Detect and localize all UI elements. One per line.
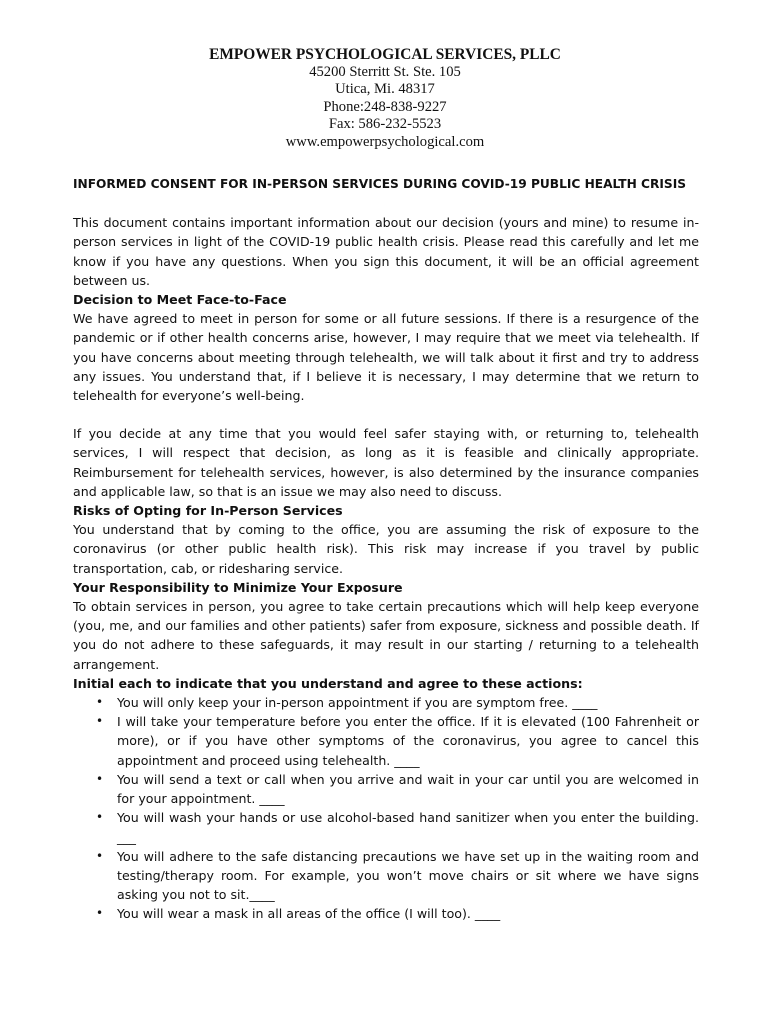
bullet-icon: •	[96, 695, 104, 710]
decision-paragraph-1: We have agreed to meet in person for some or all future sessions. If there is a resurgence of the pandemic or if other health concerns arise, however, I may require that we meet via telehealth. If you have concerns about meeting through telehealth, we will talk about it first and try to address any issues. You understand that, if I believe it is necessary, I may determine that we return to telehealth for everyone’s well-being.	[73, 311, 699, 404]
website-line: www.empowerpsychological.com	[285, 133, 485, 150]
bullet-icon: •	[96, 714, 104, 729]
section-heading-decision: Decision to Meet Face-to-Face	[73, 292, 287, 308]
list-item-text: I will take your temperature before you enter the office. If it is elevated (100 Fahrenheit or more), or if you have other symptoms of the coronavirus, you agree to cancel this appointment and proceed using telehealth. ____	[117, 714, 699, 768]
initial-instruction: Initial each to indicate that you understand and agree to these actions:	[73, 675, 583, 691]
document-body	[73, 175, 699, 924]
list-item	[96, 808, 699, 846]
letterhead	[0, 46, 770, 152]
list-item-text: You will wash your hands or use alcohol-based hand sanitizer when you enter the building. ___	[117, 810, 699, 845]
bullet-icon: •	[96, 906, 104, 921]
fax-line: Fax: 586-232-5523	[328, 116, 442, 133]
list-item	[96, 847, 699, 905]
bullet-icon: •	[96, 810, 104, 825]
bullet-icon: •	[96, 771, 104, 786]
decision-paragraph-2: If you decide at any time that you would feel safer staying with, or returning to, telehealth services, I will respect that decision, as long as it is feasible and clinically appropriate. Reimbursement for telehealth services, however, is also determined by the insurance companies and applicable law, so that is an issue we may also need to discuss.	[73, 426, 699, 499]
risks-paragraph: You understand that by coming to the office, you are assuming the risk of exposure to the coronavirus (or other public health risk). This risk may increase if you travel by public transportation, cab, or ridesharing service.	[73, 522, 699, 576]
address-line-2: Utica, Mi. 48317	[335, 81, 435, 98]
list-item-text: You will wear a mask in all areas of the office (I will too). ____	[117, 906, 501, 922]
bullet-icon: •	[96, 848, 104, 863]
section-heading-responsibility: Your Responsibility to Minimize Your Exposure	[73, 579, 403, 595]
list-item	[96, 770, 699, 808]
list-item-text: You will send a text or call when you arrive and wait in your car until you are welcomed in for your appointment. ____	[117, 771, 699, 807]
section-heading-risks: Risks of Opting for In-Person Services	[73, 503, 343, 519]
responsibility-paragraph: To obtain services in person, you agree to take certain precautions which will help keep everyone (you, me, and our families and other patients) safer from exposure, sickness and possible death. If you do not adhere to these safeguards, it may result in our starting / returning to a telehealth arrangement.	[73, 599, 699, 672]
list-item-text: You will only keep your in-person appointment if you are symptom free. ____	[117, 695, 598, 711]
precaution-list	[73, 693, 699, 923]
intro-paragraph: This document contains important information about our decision (yours and mine) to resume in-person services in light of the COVID-19 public health crisis. Please read this carefully and let me know if you have any questions. When you sign this document, it will be an official agreement between us.	[73, 215, 699, 288]
list-item	[96, 712, 699, 770]
phone-line: Phone:248-838-9227	[323, 98, 447, 115]
list-item	[96, 904, 699, 923]
list-item	[96, 693, 699, 712]
list-item-text: You will adhere to the safe distancing precautions we have set up in the waiting room and testing/therapy room. For example, you won’t move chairs or sit where we have signs asking you not to sit.____	[117, 848, 699, 903]
org-name: EMPOWER PSYCHOLOGICAL SERVICES, PLLC	[209, 46, 561, 63]
address-line-1: 45200 Sterritt St. Ste. 105	[309, 63, 461, 80]
document-title: INFORMED CONSENT FOR IN-PERSON SERVICES DURING COVID-19 PUBLIC HEALTH CRISIS	[73, 177, 687, 191]
